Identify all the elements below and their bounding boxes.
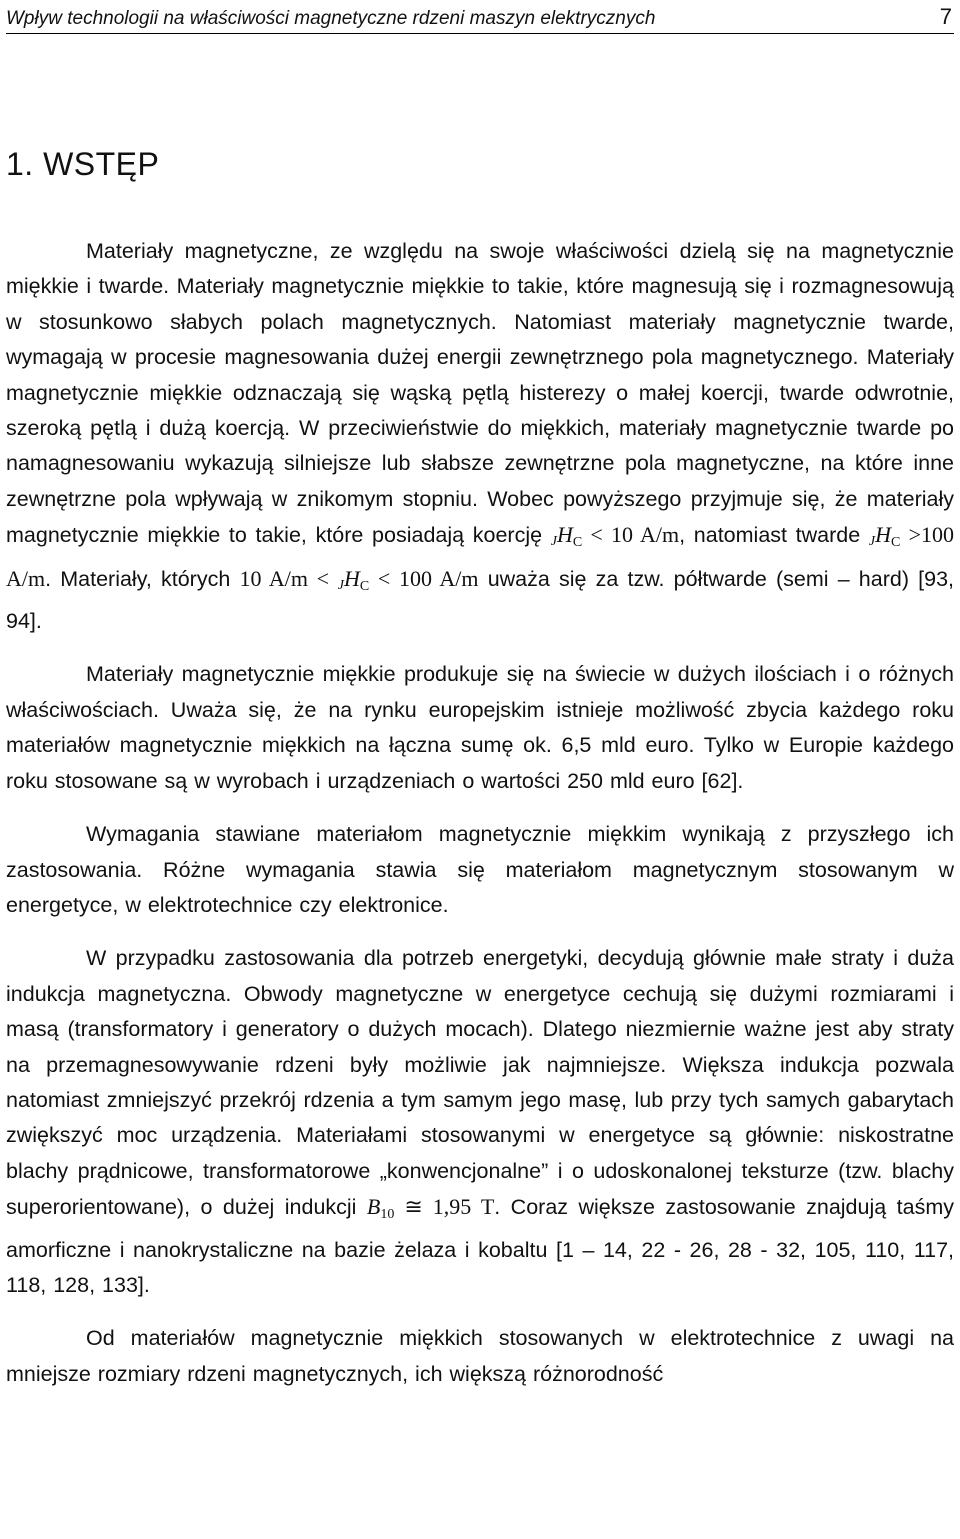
formula-induction (366, 1194, 495, 1223)
formula-relation: < 100 A/m (369, 565, 479, 591)
formula-prefix: J (337, 577, 344, 593)
paragraph-1-text-b: , natomiast twarde (679, 523, 861, 548)
paragraph-5: Od materiałów magnetycznie miękkich stosowanych w elektrotechnice z uwagi na mniejsze rozmiary rdzeni magnetycznych, ich większą różnorodność (6, 1326, 954, 1386)
formula-subscript: C (572, 535, 583, 551)
formula-lhs: 10 A/m < (239, 565, 338, 591)
running-header (6, 0, 954, 34)
formula-relation: ≅ 1,95 T (394, 1194, 495, 1220)
formula-variable: H (556, 522, 573, 548)
formula-prefix: J (550, 534, 557, 550)
page-number: 7 (939, 4, 952, 29)
paragraph-3: Wymagania stawiane materiałom magnetycznie miękkim wynikają z przyszłego ich zastosowania. Różne wymagania stawia się materiałom magnetycznym stosowanym w energetyce, w elektrotechnice czy elektronice. (6, 822, 954, 917)
formula-subscript: 10 (380, 1207, 395, 1223)
paragraph-4 (6, 941, 954, 1303)
paragraph-4-text-b: . Coraz większe zastosowanie znajdują taśmy amorficzne i nanokrystaliczne na bazie żelaza i kobaltu [1 – 14, 22 - 26, 28 - 32, 105, 110, 117, 118, 128, 133]. (6, 1195, 954, 1297)
body-text (6, 234, 954, 1410)
formula-variable: H (875, 522, 892, 548)
running-title: Wpływ technologii na właściwości magnetyczne rdzeni maszyn elektrycznych (6, 8, 656, 29)
formula-relation: >100 A/m (6, 522, 954, 591)
section-heading: 1. WSTĘP (6, 146, 160, 182)
formula-relation: < 10 A/m (582, 522, 680, 548)
paragraph-4-text-a: W przypadku zastosowania dla potrzeb energetyki, decydują głównie małe straty i duża indukcja magnetyczna. Obwody magnetyczne w energetyce cechują się dużymi rozmiarami i masą (transformatory i generatory o dużych mocach). Dlatego niezmiernie ważne jest aby straty na przemagnesowywanie rdzeni były możliwie jak najmniejsze. Większa indukcja pozwala natomiast zmniejszyć przekrój rdzenia a tym samym jego masę, lub przy tych samych gabarytach zwiększyć moc urządzenia. Materiałami stosowanymi w energetyce są głównie: niskostratne blachy prądnicowe, transformatorowe „konwencjonalne” i o udoskonalonej teksturze (tzw. blachy superorientowane), o dużej indukcji (6, 946, 954, 1220)
formula-coercivity-soft (550, 522, 680, 551)
paragraph-1 (6, 234, 954, 639)
formula-subscript: C (891, 535, 901, 551)
formula-coercivity-range (239, 565, 479, 594)
paragraph-1-text-c: . Materiały, których (45, 566, 231, 591)
paragraph-2: Materiały magnetycznie miękkie produkuje się na świecie w dużych ilościach i o różnych właściwościach. Uważa się, że na rynku europejskim istnieje możliwość zbycia każdego roku materiałów magnetycznie miękkich na łączna sumę ok. 6,5 mld euro. Tylko w Europie każdego roku stosowane są w wyrobach i urządzeniach o wartości 250 mld euro [62]. (6, 662, 954, 793)
formula-variable: H (343, 565, 360, 591)
formula-prefix: J (868, 534, 876, 550)
formula-variable: B (366, 1194, 381, 1220)
paragraph-1-text-a: Materiały magnetyczne, ze względu na swoje właściwości dzielą się na magnetycznie miękkie i twarde. Materiały magnetycznie miękkie to takie, które magnesują się i rozmagnesowują w stosunkowo słabych polach magnetycznych. Natomiast materiały magnetycznie twarde, wymagają w procesie magnesowania dużej energii zewnętrznego pola magnetycznego. Materiały magnetycznie miękkie odznaczają się wąską pętlą histerezy o małej koercji, twarde odwrotnie, szeroką pętlą i dużą koercją. W przeciwieństwie do miękkich, materiały magnetycznie twarde po namagnesowaniu wykazują silniejsze lub słabsze zewnętrzne pola magnetyczne, na które inne zewnętrzne pola wpływają w znikomym stopniu. Wobec powyższego przyjmuje się, że materiały magnetycznie miękkie to takie, które posiadają koercję (6, 239, 954, 548)
paragraph-1-text-d: uważa się za tzw. półtwarde (semi – hard) [93, 94]. (6, 566, 955, 634)
formula-subscript: C (359, 578, 370, 594)
